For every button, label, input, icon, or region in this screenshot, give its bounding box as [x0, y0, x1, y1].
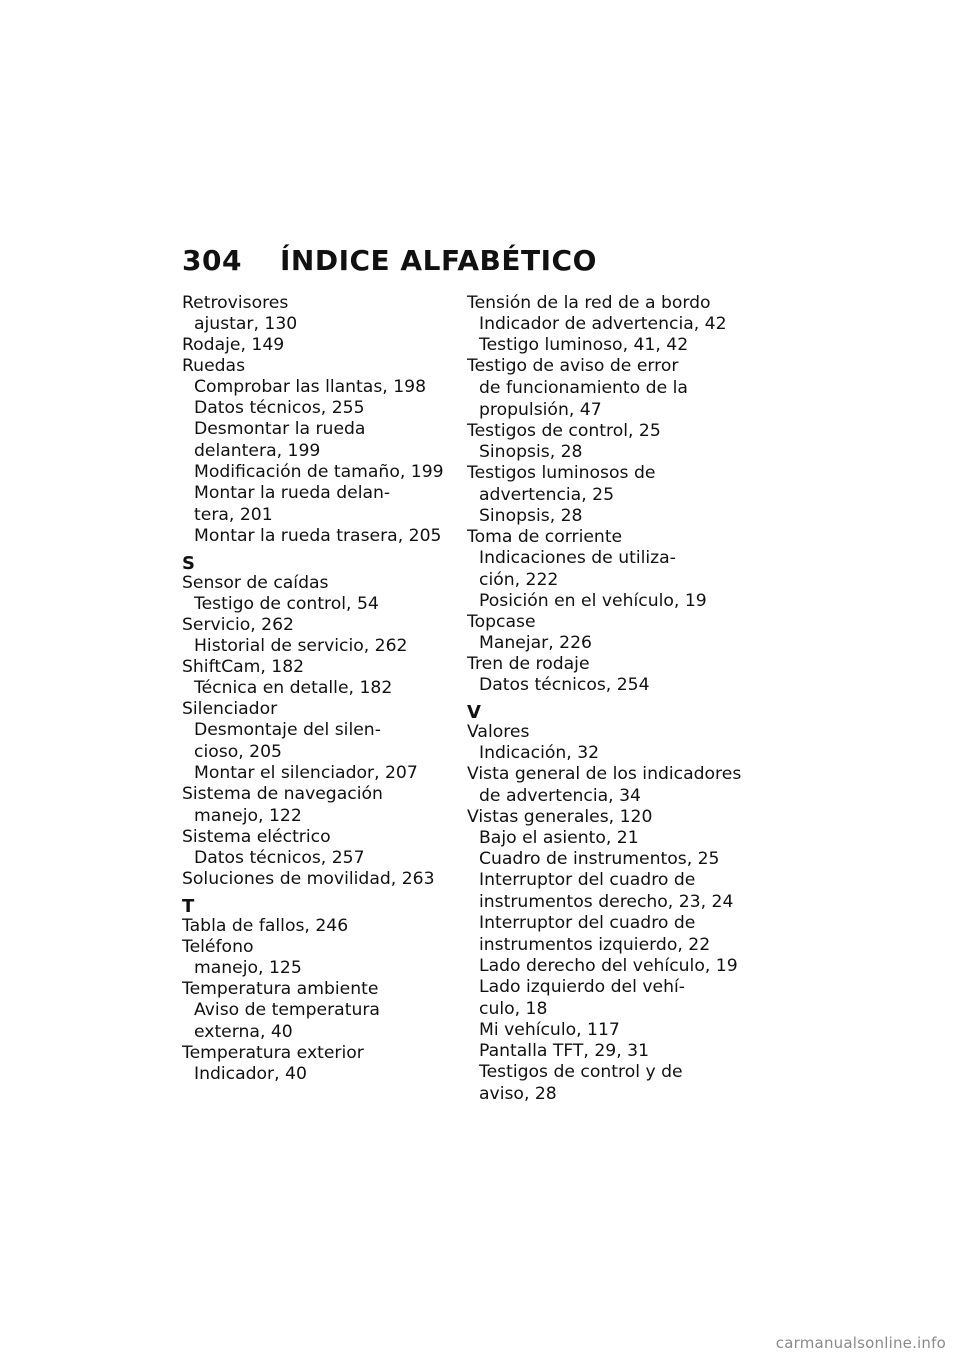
watermark: carmanualsonline.info	[775, 1334, 946, 1352]
index-continuation: instrumentos izquierdo, 22	[479, 935, 711, 955]
index-entry: Vista general de los indicadores	[467, 764, 742, 784]
index-continuation: manejo, 122	[194, 806, 302, 826]
index-entry: Testigos luminosos de	[467, 463, 656, 483]
index-continuation: de funcionamiento de la	[479, 378, 688, 398]
index-subentry: Aviso de temperatura	[194, 1000, 380, 1020]
page-title: ÍNDICE ALFABÉTICO	[280, 244, 597, 277]
index-subentry: Datos técnicos, 257	[194, 848, 365, 868]
index-entry: Sensor de caídas	[182, 573, 329, 593]
index-entry: Silenciador	[182, 699, 278, 719]
index-subentry: Datos técnicos, 254	[479, 675, 650, 695]
index-entry: Ruedas	[182, 356, 246, 376]
index-subentry: Cuadro de instrumentos, 25	[479, 849, 720, 869]
index-subentry: Montar el silenciador, 207	[194, 763, 418, 783]
index-subentry: Mi vehículo, 117	[479, 1020, 620, 1040]
index-continuation: cioso, 205	[194, 742, 282, 762]
index-subentry: Montar la rueda delan-	[194, 483, 391, 503]
index-subentry: Montar la rueda trasera, 205	[194, 526, 442, 546]
index-entry: Toma de corriente	[467, 527, 623, 547]
index-subentry: Testigos de control y de	[479, 1062, 683, 1082]
index-continuation: ción, 222	[479, 570, 559, 590]
index-subentry: Interruptor del cuadro de	[479, 870, 696, 890]
index-subentry: Comprobar las llantas, 198	[194, 377, 427, 397]
index-entry: Teléfono	[182, 937, 254, 957]
index-entry: Soluciones de movilidad, 263	[182, 869, 435, 889]
index-subentry: Indicador, 40	[194, 1064, 307, 1084]
index-entry: Testigo de aviso de error	[467, 356, 679, 376]
index-subentry: manejo, 125	[194, 958, 302, 978]
index-subentry: Interruptor del cuadro de	[479, 913, 696, 933]
index-entry: ShiftCam, 182	[182, 657, 305, 677]
index-continuation: culo, 18	[479, 999, 548, 1019]
index-entry: Rodaje, 149	[182, 335, 285, 355]
index-subentry: Datos técnicos, 255	[194, 398, 365, 418]
page-header	[182, 244, 597, 277]
index-subentry: Testigo luminoso, 41, 42	[479, 335, 689, 355]
index-entry: Tren de rodaje	[467, 654, 590, 674]
index-subentry: Sinopsis, 28	[479, 506, 583, 526]
index-subentry: Pantalla TFT, 29, 31	[479, 1041, 650, 1061]
index-entry: Sistema eléctrico	[182, 827, 331, 847]
index-subentry: Modificación de tamaño, 199	[194, 462, 444, 482]
index-subentry: Desmontar la rueda	[194, 419, 366, 439]
index-subentry: Historial de servicio, 262	[194, 636, 408, 656]
index-continuation: instrumentos derecho, 23, 24	[479, 892, 734, 912]
index-column-right	[467, 293, 767, 1105]
index-entry: Servicio, 262	[182, 615, 294, 635]
index-continuation: de advertencia, 34	[479, 786, 641, 806]
index-subentry: Sinopsis, 28	[479, 442, 583, 462]
index-subentry: Manejar, 226	[479, 633, 592, 653]
index-column-left	[182, 293, 450, 1085]
index-subentry: Indicación, 32	[479, 743, 600, 763]
index-continuation: aviso, 28	[479, 1084, 557, 1104]
index-continuation: propulsión, 47	[479, 400, 602, 420]
index-subentry: Técnica en detalle, 182	[194, 678, 393, 698]
index-continuation: delantera, 199	[194, 441, 321, 461]
index-subentry: Lado derecho del vehículo, 19	[479, 956, 738, 976]
index-continuation: advertencia, 25	[479, 485, 615, 505]
index-subentry: Posición en el vehículo, 19	[479, 591, 707, 611]
index-continuation: tera, 201	[194, 505, 273, 525]
page-number: 304	[182, 244, 242, 277]
index-subentry: Lado izquierdo del vehí-	[479, 977, 685, 997]
index-entry: Vistas generales, 120	[467, 807, 653, 827]
index-entry: Retrovisores	[182, 293, 289, 313]
index-letter: V	[467, 702, 481, 723]
index-subentry: ajustar, 130	[194, 314, 298, 334]
index-entry: Sistema de navegación	[182, 784, 383, 804]
index-subentry: Bajo el asiento, 21	[479, 828, 639, 848]
index-entry: Valores	[467, 722, 530, 742]
index-entry: Testigos de control, 25	[467, 421, 661, 441]
index-subentry: Indicaciones de utiliza-	[479, 548, 676, 568]
index-subentry: Testigo de control, 54	[194, 594, 379, 614]
index-entry: Temperatura ambiente	[182, 979, 379, 999]
index-continuation: externa, 40	[194, 1022, 293, 1042]
index-entry: Tensión de la red de a bordo	[467, 293, 711, 313]
index-subentry: Indicador de advertencia, 42	[479, 314, 727, 334]
index-subentry: Desmontaje del silen-	[194, 720, 381, 740]
index-letter: T	[182, 896, 195, 917]
index-letter: S	[182, 553, 195, 574]
index-entry: Topcase	[467, 612, 536, 632]
index-entry: Temperatura exterior	[182, 1043, 364, 1063]
index-entry: Tabla de fallos, 246	[182, 916, 349, 936]
